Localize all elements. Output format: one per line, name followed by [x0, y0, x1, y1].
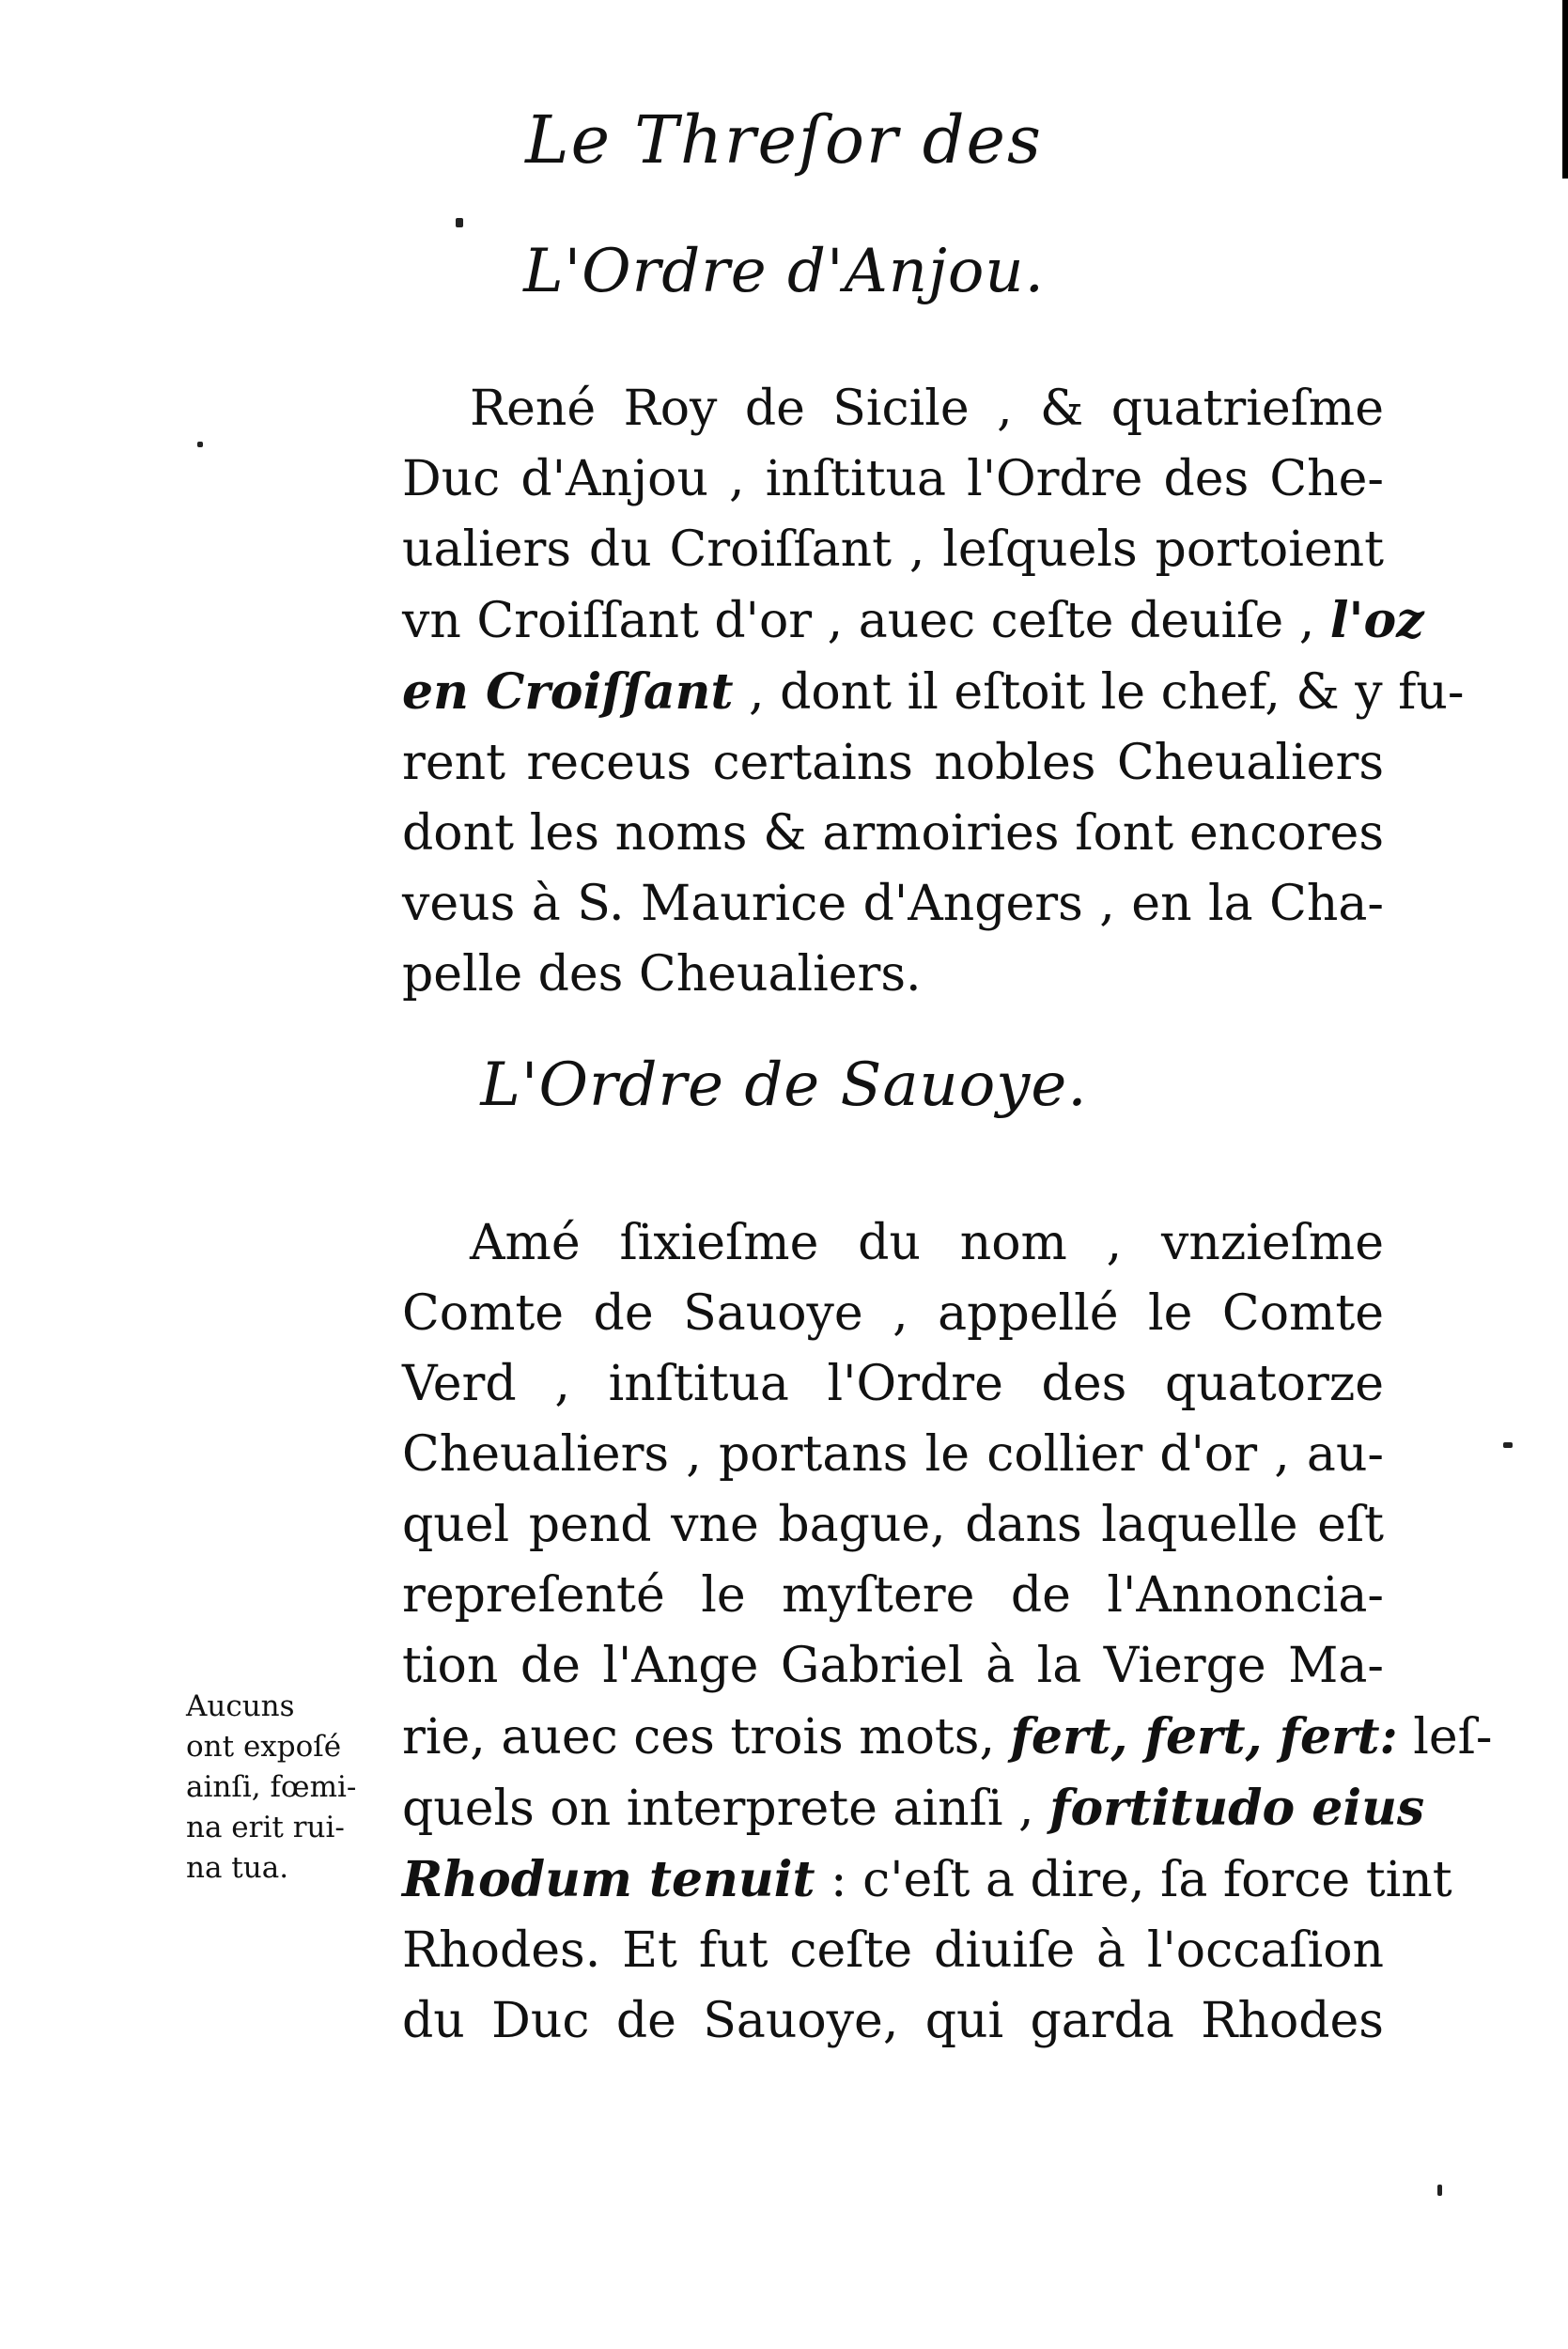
italic-latin: Rhodum tenuit — [402, 1851, 815, 1908]
section-title-savoy: L'Ordre de Sauoye. — [480, 1050, 1088, 1120]
text-line: repreſenté le myſtere de l'Annoncia- — [402, 1567, 1384, 1624]
margin-note-line: na erit rui- — [186, 1811, 345, 1844]
text-line: Amé ſixieſme du nom , vnzieſme — [470, 1215, 1384, 1271]
italic-latin: fortitudo eius — [1049, 1780, 1425, 1837]
margin-note-line: ainſi, fœmi- — [186, 1770, 357, 1804]
paragraph-anjou — [402, 374, 1465, 1010]
text-line: tion de l'Ange Gabriel à la Vierge Ma- — [402, 1638, 1384, 1694]
margin-note-line: Aucuns — [186, 1689, 295, 1723]
text-line: Rhodes. Et fut ceſte diuiſe à l'occaſion — [402, 1922, 1384, 1979]
text-line: vn Croiſſant d'or , auec ceſte deuiſe , l'oz — [402, 592, 1424, 649]
print-speck — [456, 218, 463, 227]
text-line: Cheualiers , portans le collier d'or , au- — [402, 1426, 1384, 1483]
print-speck — [1437, 2185, 1442, 2196]
text-line: rent receus certains nobles Cheualiers — [402, 735, 1384, 791]
print-speck — [197, 442, 203, 447]
text-line: rie, auec ces trois mots, fert, fert, fert: leſ- — [402, 1708, 1493, 1766]
text-line: René Roy de Sicile , & quatrieſme — [470, 381, 1384, 437]
section-title-anjou: L'Ordre d'Anjou. — [523, 237, 1045, 306]
running-head: Le Threſor des — [525, 101, 1043, 179]
text-line: ualiers du Croiſſant , leſquels portoient — [402, 521, 1384, 578]
text-line: quels on interprete ainſi , fortitudo eius — [402, 1780, 1425, 1837]
paragraph-savoy — [402, 1208, 1493, 2057]
italic-motto: fert, fert, fert: — [1010, 1708, 1398, 1766]
text-line: veus à S. Maurice d'Angers , en la Cha- — [402, 876, 1384, 932]
text-line: en Croiſſant , dont il eſtoit le chef, & y fu- — [402, 663, 1465, 721]
text-line: Duc d'Anjou , inſtitua l'Ordre des Che- — [402, 451, 1384, 507]
italic-motto: en Croiſſant — [402, 663, 734, 721]
text-line: dont les noms & armoiries ſont encores — [402, 805, 1384, 862]
text-line: Verd , inſtitua l'Ordre des quatorze — [402, 1356, 1384, 1412]
print-speck — [1503, 1442, 1513, 1448]
text-line: pelle des Cheualiers. — [402, 946, 922, 1003]
italic-motto: l'oz — [1329, 592, 1424, 649]
text-line: du Duc de Sauoye, qui garda Rhodes — [402, 1993, 1384, 2049]
margin-note-line: ont expoſé — [186, 1730, 342, 1764]
text-line: quel pend vne bague, dans laquelle eſt — [402, 1497, 1384, 1553]
margin-note-line: na tua. — [186, 1851, 289, 1885]
text-line: Rhodum tenuit : c'eſt a dire, ſa force tint — [402, 1851, 1452, 1908]
marginal-note — [186, 1687, 393, 1889]
text-line: Comte de Sauoye , appellé le Comte — [402, 1285, 1384, 1342]
